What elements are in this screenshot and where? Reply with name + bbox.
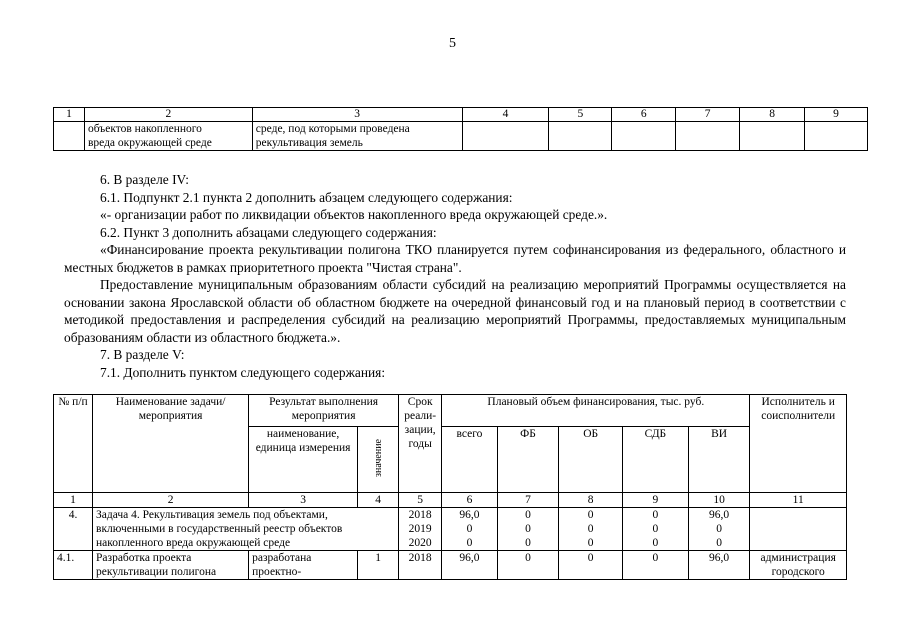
table-cell xyxy=(84,122,252,151)
year: 2018 xyxy=(408,509,432,521)
col-number: 2 xyxy=(84,108,252,122)
value: 96,0 xyxy=(709,509,730,521)
paragraph: 6. В разделе IV: xyxy=(100,172,189,187)
task-name: Задача 4. Рекультивация земель под объектами, включенными в государственный реестр объектов накопленного вреда окружающей среде xyxy=(93,508,399,551)
col-number: 7 xyxy=(497,493,559,508)
table-header-row xyxy=(54,395,847,427)
cell-line: объектов накопленного xyxy=(87,123,202,135)
col-number: 6 xyxy=(612,108,676,122)
header-ob: ОБ xyxy=(559,427,623,493)
col-number: 7 xyxy=(676,108,740,122)
paragraph: «- организации работ по ликвидации объектов накопленного вреда окружающей среде.». xyxy=(100,207,608,222)
paragraph: 7.1. Дополнить пунктом следующего содержания: xyxy=(100,364,386,380)
value: 0 xyxy=(652,523,659,535)
header-vi: ВИ xyxy=(688,427,750,493)
table-cell xyxy=(549,122,612,151)
header-term: Срок реали-зации, годы xyxy=(399,395,442,493)
col-number: 5 xyxy=(399,493,442,508)
cell-line: среде, под которыми проведена xyxy=(255,123,410,135)
value: 0 xyxy=(525,509,531,521)
value: 0 xyxy=(716,523,722,535)
paragraph: 7. В разделе V: xyxy=(100,347,185,362)
header-number: № п/п xyxy=(54,395,93,493)
header-executor: Исполнитель и соисполнители xyxy=(750,395,847,493)
col-number: 1 xyxy=(54,493,93,508)
header-result: Результат выполнения мероприятия xyxy=(249,395,399,427)
col-number: 3 xyxy=(252,108,462,122)
col-number: 8 xyxy=(559,493,623,508)
page-number: 5 xyxy=(449,36,456,51)
table-row xyxy=(54,122,868,151)
value: 0 xyxy=(716,537,722,549)
table-row xyxy=(54,551,847,580)
header-result-value xyxy=(358,427,399,493)
task-total xyxy=(442,508,497,551)
table-cell xyxy=(740,122,805,151)
col-number: 11 xyxy=(750,493,847,508)
task-executor xyxy=(750,508,847,551)
task-sdb xyxy=(623,508,689,551)
task-ob xyxy=(559,508,623,551)
row-name: Разработка проекта рекультивации полигона xyxy=(93,551,249,580)
header-task: Наименование задачи/ мероприятия xyxy=(93,395,249,493)
col-number: 6 xyxy=(442,493,497,508)
table-row xyxy=(54,508,847,551)
row-value: 1 xyxy=(358,551,399,580)
paragraph: 6.2. Пункт 3 дополнить абзацами следующего содержания: xyxy=(100,224,437,240)
value: 0 xyxy=(587,537,594,549)
document-body xyxy=(64,171,846,381)
value: 0 xyxy=(525,523,531,535)
value: 0 xyxy=(587,509,594,521)
table-cell xyxy=(805,122,868,151)
paragraph: 6.1. Подпункт 2.1 пункта 2 дополнить абзацем следующего содержания: xyxy=(100,189,513,205)
col-number: 1 xyxy=(54,108,85,122)
row-number: 4.1. xyxy=(54,551,93,580)
column-numbers-row xyxy=(54,493,847,508)
table-cell xyxy=(54,122,85,151)
col-number: 4 xyxy=(462,108,549,122)
row-result: разработана проектно- xyxy=(249,551,358,580)
col-number: 3 xyxy=(249,493,358,508)
task-number: 4. xyxy=(54,508,93,551)
year: 2020 xyxy=(408,537,432,549)
col-number: 2 xyxy=(93,493,249,508)
value: 0 xyxy=(587,523,594,535)
value: 0 xyxy=(652,537,659,549)
table-cell xyxy=(612,122,676,151)
year: 2019 xyxy=(408,523,432,535)
table-cell xyxy=(676,122,740,151)
row-sdb: 0 xyxy=(623,551,689,580)
value: 0 xyxy=(652,509,659,521)
header-finance: Плановый объем финансирования, тыс. руб. xyxy=(442,395,750,427)
col-number: 10 xyxy=(688,493,750,508)
table-cell xyxy=(462,122,549,151)
continuation-table xyxy=(53,107,868,151)
value: 96,0 xyxy=(459,509,480,521)
paragraph: Предоставление муниципальным образованиям области субсидий на реализацию мероприятий Программы осуществляется на основании закона Ярославской области об областном бюджете на очередной финансовый год и на плановый период в соответствии с методикой предоставления и распределения субсидий на реализацию мероприятий Программы, предоставляемых муниципальным образованиям области из областного бюджета.». xyxy=(64,277,846,345)
col-number: 4 xyxy=(358,493,399,508)
task-years xyxy=(399,508,442,551)
row-executor: администрация городского xyxy=(750,551,847,580)
value: 0 xyxy=(466,523,473,535)
row-vi: 96,0 xyxy=(688,551,750,580)
value: 0 xyxy=(525,537,531,549)
program-table xyxy=(53,394,847,580)
table-cell xyxy=(252,122,462,151)
col-number: 8 xyxy=(740,108,805,122)
col-number: 9 xyxy=(805,108,868,122)
row-year: 2018 xyxy=(399,551,442,580)
header-result-name: наименование, единица измерения xyxy=(249,427,358,493)
row-ob: 0 xyxy=(559,551,623,580)
header-sdb: СДБ xyxy=(623,427,689,493)
row-total: 96,0 xyxy=(442,551,497,580)
task-vi xyxy=(688,508,750,551)
task-fb xyxy=(497,508,559,551)
cell-line: рекультивация земель xyxy=(255,137,363,149)
table-header-row xyxy=(54,108,868,122)
header-fb: ФБ xyxy=(497,427,559,493)
col-number: 9 xyxy=(623,493,689,508)
value: 0 xyxy=(466,537,473,549)
row-fb: 0 xyxy=(497,551,559,580)
cell-line: вреда окружающей среде xyxy=(87,137,212,149)
paragraph: «Финансирование проекта рекультивации полигона ТКО планируется путем софинансирования из федерального, областного и местных бюджетов в рамках приоритетного проекта "Чистая страна". xyxy=(64,242,846,275)
vertical-label: значение xyxy=(372,438,384,477)
col-number: 5 xyxy=(549,108,612,122)
header-total: всего xyxy=(442,427,497,493)
